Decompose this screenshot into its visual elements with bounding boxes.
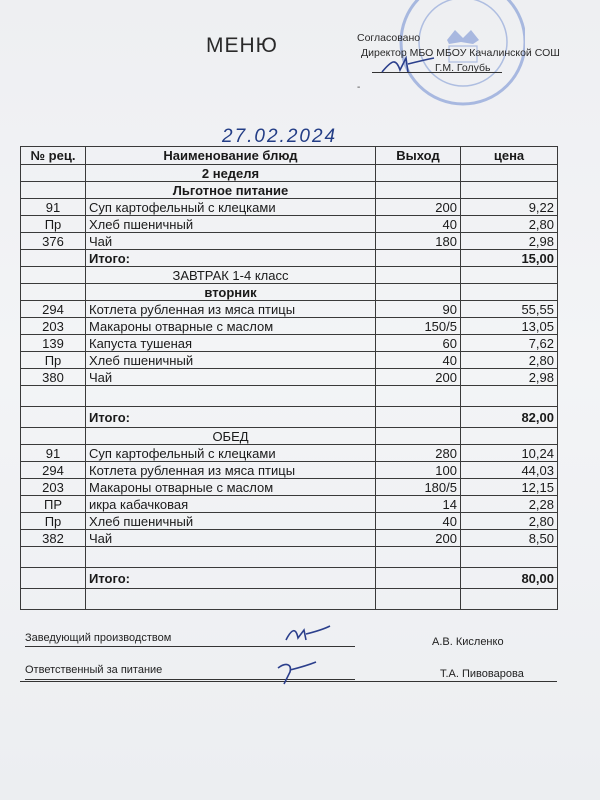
dish-name: Котлета рубленная из мяса птицы [86, 462, 376, 479]
total-value: 82,00 [461, 407, 558, 428]
page-title: МЕНЮ [206, 34, 278, 57]
recipe-code: 91 [21, 199, 86, 216]
dish-price: 2,80 [461, 216, 558, 233]
dish-yield: 40 [376, 216, 461, 233]
total-value: 15,00 [461, 250, 558, 267]
dish-name: Котлета рубленная из мяса птицы [86, 301, 376, 318]
section-row [21, 428, 558, 445]
dish-price: 12,15 [461, 479, 558, 496]
dish-name: Макароны отварные с маслом [86, 318, 376, 335]
menu-date: 27.02.2024 [222, 126, 338, 147]
table-row [21, 445, 558, 462]
dish-name: Суп картофельный с клецками [86, 445, 376, 462]
table-row [21, 462, 558, 479]
recipe-code: 91 [21, 445, 86, 462]
manager-signature [282, 624, 334, 648]
recipe-code: 382 [21, 530, 86, 547]
total-label: Итого: [86, 250, 376, 267]
director-line: Директор МБО МБОУ Качалинской СОШ [361, 47, 560, 59]
recipe-code: 294 [21, 462, 86, 479]
dish-yield: 200 [376, 530, 461, 547]
total-value: 80,00 [461, 568, 558, 589]
table-row [21, 318, 558, 335]
col-recipe: № рец. [21, 147, 86, 165]
recipe-code: 380 [21, 369, 86, 386]
table-row [21, 479, 558, 496]
dish-price: 44,03 [461, 462, 558, 479]
table-row [21, 335, 558, 352]
week-label: 2 неделя [86, 165, 376, 182]
dish-price: 7,62 [461, 335, 558, 352]
total-row [21, 568, 558, 589]
col-price: цена [461, 147, 558, 165]
total-label: Итого: [86, 407, 376, 428]
section-title: Льготное питание [86, 182, 376, 199]
col-dish: Наименование блюд [86, 147, 376, 165]
menu-table [20, 146, 558, 610]
week-row [21, 165, 558, 182]
dish-price: 2,98 [461, 369, 558, 386]
dish-yield: 180/5 [376, 479, 461, 496]
dish-yield: 200 [376, 369, 461, 386]
section-title: ЗАВТРАК 1-4 класс [86, 267, 376, 284]
table-row [21, 216, 558, 233]
dish-name: Чай [86, 233, 376, 250]
dish-name: Суп картофельный с клецками [86, 199, 376, 216]
dish-yield: 150/5 [376, 318, 461, 335]
production-manager-role: Заведующий производством [25, 632, 172, 644]
director-name: Г.М. Голубь [435, 62, 491, 74]
dish-name: Капуста тушеная [86, 335, 376, 352]
section-title: ОБЕД [86, 428, 376, 445]
table-row [21, 530, 558, 547]
dish-price: 2,80 [461, 513, 558, 530]
col-yield: Выход [376, 147, 461, 165]
blank-row [21, 386, 558, 407]
responsible-person-role: Ответственный за питание [25, 664, 163, 676]
section-row [21, 182, 558, 199]
total-label: Итого: [86, 568, 376, 589]
table-row [21, 199, 558, 216]
dish-yield: 14 [376, 496, 461, 513]
recipe-code: 376 [21, 233, 86, 250]
dish-name: Хлеб пшеничный [86, 513, 376, 530]
dish-yield: 100 [376, 462, 461, 479]
dish-name: Хлеб пшеничный [86, 216, 376, 233]
dish-price: 13,05 [461, 318, 558, 335]
dash-mark: - [357, 82, 361, 93]
dish-yield: 90 [376, 301, 461, 318]
total-row [21, 250, 558, 267]
dish-name: Макароны отварные с маслом [86, 479, 376, 496]
blank-row [21, 547, 558, 568]
dish-price: 10,24 [461, 445, 558, 462]
dish-yield: 280 [376, 445, 461, 462]
recipe-code: 203 [21, 479, 86, 496]
day-row [21, 284, 558, 301]
recipe-code: 294 [21, 301, 86, 318]
dish-price: 2,28 [461, 496, 558, 513]
table-row [21, 233, 558, 250]
dish-price: 2,98 [461, 233, 558, 250]
dish-price: 55,55 [461, 301, 558, 318]
responsible-signature [272, 658, 320, 688]
production-manager-name: А.В. Кисленко [432, 636, 504, 648]
table-row [21, 352, 558, 369]
dish-price: 9,22 [461, 199, 558, 216]
dish-yield: 40 [376, 352, 461, 369]
dish-name: икра кабачковая [86, 496, 376, 513]
dish-yield: 180 [376, 233, 461, 250]
dish-name: Чай [86, 530, 376, 547]
table-row [21, 369, 558, 386]
dish-yield: 40 [376, 513, 461, 530]
total-row [21, 407, 558, 428]
dish-price: 8,50 [461, 530, 558, 547]
dish-name: Чай [86, 369, 376, 386]
recipe-code: 203 [21, 318, 86, 335]
table-row [21, 301, 558, 318]
table-row [21, 496, 558, 513]
responsible-person-name: Т.А. Пивоварова [440, 668, 524, 680]
recipe-code: Пр [21, 513, 86, 530]
table-row [21, 513, 558, 530]
table-header-row [21, 147, 558, 165]
recipe-code: ПР [21, 496, 86, 513]
blank-row [21, 589, 558, 610]
day-label: вторник [86, 284, 376, 301]
approval-label: Согласовано [357, 32, 421, 44]
dish-price: 2,80 [461, 352, 558, 369]
recipe-code: Пр [21, 216, 86, 233]
recipe-code: 139 [21, 335, 86, 352]
recipe-code: Пр [21, 352, 86, 369]
dish-name: Хлеб пшеничный [86, 352, 376, 369]
director-signature [378, 54, 438, 78]
section-row [21, 267, 558, 284]
dish-yield: 200 [376, 199, 461, 216]
dish-yield: 60 [376, 335, 461, 352]
